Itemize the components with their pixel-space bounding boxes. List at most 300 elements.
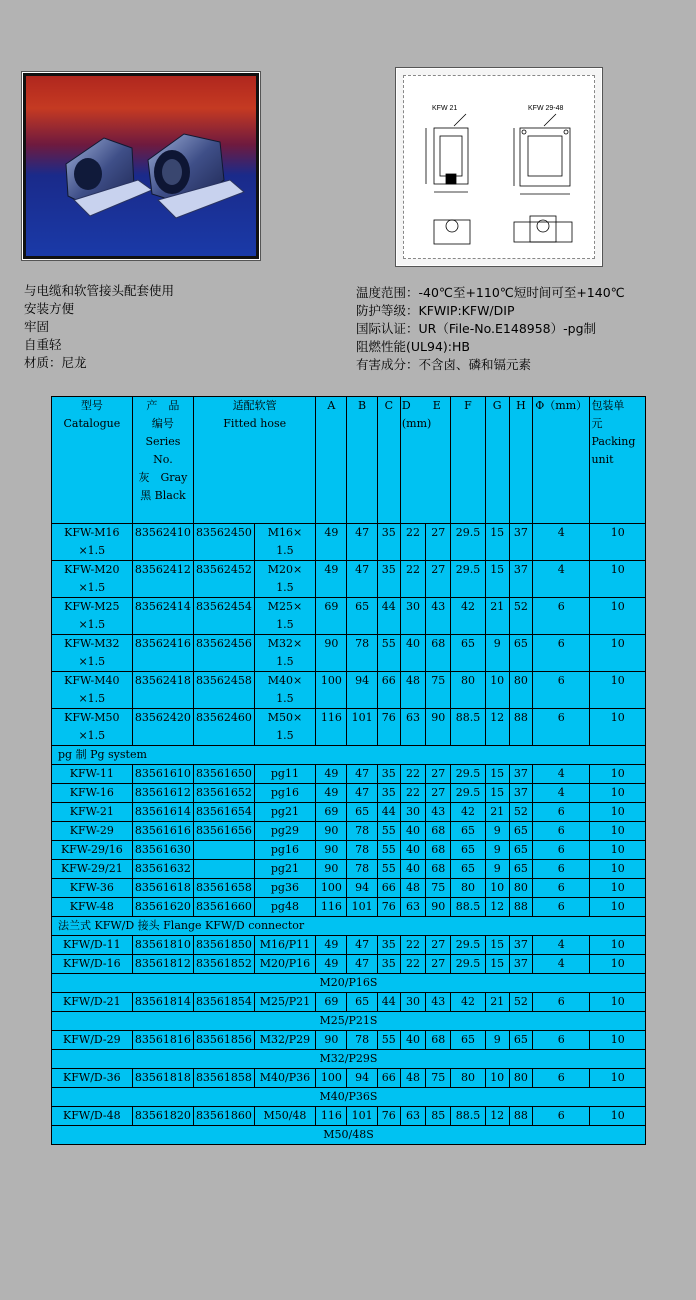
- cell-a: 116: [316, 898, 347, 917]
- header-b: B: [347, 397, 377, 524]
- table-note-row: [52, 1050, 646, 1069]
- cell-h: 52: [509, 803, 532, 822]
- cell-e: 27: [426, 524, 451, 561]
- cell-pack: 10: [590, 709, 646, 746]
- cell-h: 37: [509, 561, 532, 598]
- cell-f: 29.5: [451, 524, 485, 561]
- cell-hose: pg29: [254, 822, 316, 841]
- cell-b: 65: [347, 803, 377, 822]
- cell-phi: 6: [532, 803, 589, 822]
- feature-item: 牢固: [24, 319, 50, 334]
- header-de: D E (mm): [400, 397, 450, 524]
- cell-b: 101: [347, 1107, 377, 1126]
- cell-phi: 4: [532, 765, 589, 784]
- cell-s1: 83561818: [132, 1069, 194, 1088]
- cell-s2: [194, 860, 255, 879]
- cell-f: 80: [451, 1069, 485, 1088]
- cell-phi: 6: [532, 635, 589, 672]
- cell-b: 101: [347, 709, 377, 746]
- cell-h: 37: [509, 784, 532, 803]
- cell-c: 76: [377, 709, 400, 746]
- cell-a: 100: [316, 879, 347, 898]
- cell-cat: KFW-21: [52, 803, 133, 822]
- feature-item: 自重轻: [24, 337, 62, 352]
- cell-d: 22: [400, 955, 425, 974]
- cell-s1: 83561812: [132, 955, 194, 974]
- table-row: [52, 561, 646, 598]
- feature-item: 材质：尼龙: [24, 355, 87, 370]
- table-note-row: [52, 1126, 646, 1145]
- cell-hose: M25/P21: [254, 993, 316, 1012]
- table-row: [52, 841, 646, 860]
- cell-s2: 83561650: [194, 765, 255, 784]
- cell-s2: 83561854: [194, 993, 255, 1012]
- features-left: [24, 282, 174, 372]
- cell-a: 90: [316, 822, 347, 841]
- cell-pack: 10: [590, 993, 646, 1012]
- cell-phi: 6: [532, 598, 589, 635]
- cell-g: 12: [485, 1107, 509, 1126]
- cell-e: 68: [426, 635, 451, 672]
- cell-s2: 83562458: [194, 672, 255, 709]
- table-note-row: [52, 1012, 646, 1031]
- cell-c: 35: [377, 524, 400, 561]
- cell-h: 37: [509, 955, 532, 974]
- cell-c: 35: [377, 561, 400, 598]
- cell-g: 9: [485, 841, 509, 860]
- cell-hose: pg48: [254, 898, 316, 917]
- cell-b: 94: [347, 1069, 377, 1088]
- cell-g: 15: [485, 765, 509, 784]
- cell-d: 48: [400, 1069, 425, 1088]
- cell-s1: 83562418: [132, 672, 194, 709]
- cell-d: 40: [400, 635, 425, 672]
- cell-h: 65: [509, 635, 532, 672]
- cell-s1: 83561618: [132, 879, 194, 898]
- cell-s1: 83562414: [132, 598, 194, 635]
- cell-cat: KFW-29/16: [52, 841, 133, 860]
- cell-e: 27: [426, 765, 451, 784]
- cell-b: 47: [347, 936, 377, 955]
- cell-f: 42: [451, 803, 485, 822]
- cell-s1: 83561614: [132, 803, 194, 822]
- header-h: H: [509, 397, 532, 524]
- cell-d: 63: [400, 1107, 425, 1126]
- cell-g: 12: [485, 898, 509, 917]
- cell-cat: KFW/D-36: [52, 1069, 133, 1088]
- cell-pack: 10: [590, 765, 646, 784]
- cell-e: 75: [426, 879, 451, 898]
- cell-a: 100: [316, 1069, 347, 1088]
- feature-item: 与电缆和软管接头配套使用: [24, 283, 175, 298]
- cell-g: 12: [485, 709, 509, 746]
- cell-s2: 83561652: [194, 784, 255, 803]
- cell-a: 69: [316, 598, 347, 635]
- cell-phi: 6: [532, 1107, 589, 1126]
- cell-h: 52: [509, 598, 532, 635]
- cell-hose: pg21: [254, 860, 316, 879]
- cell-c: 35: [377, 765, 400, 784]
- cell-f: 80: [451, 672, 485, 709]
- cell-g: 9: [485, 860, 509, 879]
- cell-h: 88: [509, 1107, 532, 1126]
- cell-hose: pg16: [254, 784, 316, 803]
- cell-e: 90: [426, 898, 451, 917]
- table-row: [52, 784, 646, 803]
- cell-c: 66: [377, 879, 400, 898]
- table-row: [52, 635, 646, 672]
- cell-b: 94: [347, 672, 377, 709]
- cell-s1: 83561616: [132, 822, 194, 841]
- cell-cat: KFW-29: [52, 822, 133, 841]
- table-note-row: [52, 974, 646, 993]
- product-photo: [26, 76, 256, 256]
- cell-s1: 83561612: [132, 784, 194, 803]
- cell-b: 78: [347, 822, 377, 841]
- cell-s2: 83562450: [194, 524, 255, 561]
- cell-hose: pg36: [254, 879, 316, 898]
- cell-f: 65: [451, 860, 485, 879]
- cell-pack: 10: [590, 955, 646, 974]
- cell-h: 65: [509, 822, 532, 841]
- cell-b: 47: [347, 784, 377, 803]
- cell-f: 29.5: [451, 561, 485, 598]
- cell-g: 21: [485, 598, 509, 635]
- table-row: [52, 860, 646, 879]
- header-catalogue: 型号 Catalogue: [52, 397, 133, 524]
- cell-b: 47: [347, 561, 377, 598]
- cell-pack: 10: [590, 860, 646, 879]
- cell-d: 30: [400, 993, 425, 1012]
- cell-pack: 10: [590, 822, 646, 841]
- cell-s2: 83562452: [194, 561, 255, 598]
- cell-hose: pg16: [254, 841, 316, 860]
- cell-a: 49: [316, 784, 347, 803]
- cell-c: 76: [377, 898, 400, 917]
- cell-h: 65: [509, 841, 532, 860]
- cell-s1: 83561820: [132, 1107, 194, 1126]
- cell-cat: KFW-48: [52, 898, 133, 917]
- cell-f: 29.5: [451, 955, 485, 974]
- drawing-label-left: KFW 21: [432, 105, 458, 112]
- cell-a: 90: [316, 635, 347, 672]
- cell-f: 65: [451, 841, 485, 860]
- cell-d: 40: [400, 841, 425, 860]
- cell-pack: 10: [590, 635, 646, 672]
- cell-d: 63: [400, 709, 425, 746]
- cell-phi: 6: [532, 841, 589, 860]
- cell-c: 44: [377, 993, 400, 1012]
- hose-variant-note: M50/48S: [52, 1126, 646, 1145]
- cell-b: 78: [347, 860, 377, 879]
- cell-d: 48: [400, 672, 425, 709]
- cell-a: 90: [316, 860, 347, 879]
- cell-pack: 10: [590, 841, 646, 860]
- cell-f: 42: [451, 598, 485, 635]
- cell-cat: KFW/D-11: [52, 936, 133, 955]
- cell-phi: 6: [532, 1031, 589, 1050]
- cell-e: 75: [426, 672, 451, 709]
- cell-h: 65: [509, 1031, 532, 1050]
- spec-item: 温度范围：-40℃至+110℃短时间可至+140℃: [356, 285, 625, 300]
- cell-f: 65: [451, 1031, 485, 1050]
- cell-phi: 4: [532, 955, 589, 974]
- header-packing: 包装单 元 Packing unit: [590, 397, 646, 524]
- spec-item: 有害成分：不含卤、磷和镉元素: [356, 357, 532, 372]
- cell-a: 116: [316, 1107, 347, 1126]
- cell-c: 35: [377, 784, 400, 803]
- cell-c: 55: [377, 822, 400, 841]
- cell-phi: 6: [532, 860, 589, 879]
- cell-s1: 83562416: [132, 635, 194, 672]
- cell-phi: 4: [532, 524, 589, 561]
- cell-cat: KFW-11: [52, 765, 133, 784]
- cell-h: 65: [509, 860, 532, 879]
- cell-s1: 83562420: [132, 709, 194, 746]
- spec-item: 防护等级：KFWIP:KFW/DIP: [356, 303, 515, 318]
- header-fitted-hose: 适配软管 Fitted hose: [194, 397, 316, 524]
- cell-s2: 83561850: [194, 936, 255, 955]
- cell-e: 68: [426, 1031, 451, 1050]
- cell-b: 78: [347, 635, 377, 672]
- cell-c: 55: [377, 860, 400, 879]
- cell-b: 65: [347, 598, 377, 635]
- cell-h: 37: [509, 524, 532, 561]
- cell-g: 15: [485, 524, 509, 561]
- cell-c: 55: [377, 1031, 400, 1050]
- features-right: [356, 284, 625, 374]
- hose-variant-note: M32/P29S: [52, 1050, 646, 1069]
- cell-pack: 10: [590, 672, 646, 709]
- cell-phi: 6: [532, 709, 589, 746]
- cell-a: 90: [316, 1031, 347, 1050]
- cell-hose: M16/P11: [254, 936, 316, 955]
- cell-b: 78: [347, 841, 377, 860]
- cell-h: 37: [509, 765, 532, 784]
- cell-hose: M40× 1.5: [254, 672, 316, 709]
- cable-gland-bracket-icon: [26, 76, 256, 256]
- cell-phi: 6: [532, 822, 589, 841]
- cell-c: 76: [377, 1107, 400, 1126]
- cell-hose: M20/P16: [254, 955, 316, 974]
- cell-a: 49: [316, 936, 347, 955]
- cell-phi: 6: [532, 672, 589, 709]
- table-row: [52, 822, 646, 841]
- cell-e: 68: [426, 860, 451, 879]
- cell-c: 35: [377, 955, 400, 974]
- cell-a: 116: [316, 709, 347, 746]
- cell-f: 88.5: [451, 709, 485, 746]
- table-row: [52, 1069, 646, 1088]
- cell-b: 65: [347, 993, 377, 1012]
- cell-c: 66: [377, 672, 400, 709]
- table-row: [52, 1031, 646, 1050]
- cell-pack: 10: [590, 1031, 646, 1050]
- cell-hose: M50× 1.5: [254, 709, 316, 746]
- cell-d: 40: [400, 1031, 425, 1050]
- cell-g: 10: [485, 672, 509, 709]
- cell-f: 42: [451, 993, 485, 1012]
- cell-hose: pg21: [254, 803, 316, 822]
- cell-d: 40: [400, 860, 425, 879]
- cell-phi: 4: [532, 936, 589, 955]
- technical-drawing-frame: [396, 68, 602, 266]
- cell-s2: 83561856: [194, 1031, 255, 1050]
- table-row: [52, 672, 646, 709]
- cell-cat: KFW-M40 ×1.5: [52, 672, 133, 709]
- table-row: [52, 765, 646, 784]
- cell-d: 22: [400, 936, 425, 955]
- cell-s1: 83561814: [132, 993, 194, 1012]
- cell-s2: 83562454: [194, 598, 255, 635]
- header-f: F: [451, 397, 485, 524]
- cell-b: 94: [347, 879, 377, 898]
- cell-f: 29.5: [451, 784, 485, 803]
- cell-e: 68: [426, 822, 451, 841]
- table-row: [52, 598, 646, 635]
- cell-hose: M32× 1.5: [254, 635, 316, 672]
- spec-table: [51, 396, 646, 1145]
- table-note-row: [52, 1088, 646, 1107]
- cell-phi: 6: [532, 879, 589, 898]
- cell-cat: KFW-36: [52, 879, 133, 898]
- cell-s2: 83561858: [194, 1069, 255, 1088]
- cell-cat: KFW-16: [52, 784, 133, 803]
- cell-pack: 10: [590, 879, 646, 898]
- cell-g: 15: [485, 955, 509, 974]
- cell-s2: 83561658: [194, 879, 255, 898]
- cell-a: 69: [316, 993, 347, 1012]
- cell-s1: 83561630: [132, 841, 194, 860]
- cell-pack: 10: [590, 561, 646, 598]
- cell-s2: 83562456: [194, 635, 255, 672]
- cell-g: 9: [485, 635, 509, 672]
- spec-item: 国际认证：UR（File-No.E148958）-pg制: [356, 321, 597, 336]
- cell-s2: [194, 841, 255, 860]
- cell-f: 65: [451, 635, 485, 672]
- cell-phi: 6: [532, 1069, 589, 1088]
- cell-d: 30: [400, 598, 425, 635]
- cell-e: 43: [426, 803, 451, 822]
- cell-h: 80: [509, 672, 532, 709]
- cell-hose: M50/48: [254, 1107, 316, 1126]
- table-row: [52, 898, 646, 917]
- cell-phi: 6: [532, 898, 589, 917]
- cell-cat: KFW/D-21: [52, 993, 133, 1012]
- header-phi: Φ（mm）: [532, 397, 589, 524]
- cell-s1: 83562412: [132, 561, 194, 598]
- pg-section-row: [52, 746, 646, 765]
- cell-h: 88: [509, 709, 532, 746]
- cell-b: 101: [347, 898, 377, 917]
- cell-phi: 4: [532, 784, 589, 803]
- cell-s2: 83562460: [194, 709, 255, 746]
- dimension-drawing-icon: [404, 76, 594, 258]
- cell-s2: 83561852: [194, 955, 255, 974]
- cell-b: 47: [347, 765, 377, 784]
- cell-s2: 83561654: [194, 803, 255, 822]
- cell-f: 88.5: [451, 1107, 485, 1126]
- cell-g: 15: [485, 936, 509, 955]
- cell-cat: KFW/D-16: [52, 955, 133, 974]
- cell-a: 100: [316, 672, 347, 709]
- cell-phi: 4: [532, 561, 589, 598]
- cell-cat: KFW/D-29: [52, 1031, 133, 1050]
- header-g: G: [485, 397, 509, 524]
- cell-s1: 83561810: [132, 936, 194, 955]
- cell-e: 27: [426, 936, 451, 955]
- cell-b: 47: [347, 524, 377, 561]
- cell-g: 15: [485, 561, 509, 598]
- cell-c: 44: [377, 598, 400, 635]
- cell-s1: 83561632: [132, 860, 194, 879]
- cell-cat: KFW-M25 ×1.5: [52, 598, 133, 635]
- cell-hose: M16× 1.5: [254, 524, 316, 561]
- cell-pack: 10: [590, 784, 646, 803]
- cell-d: 22: [400, 765, 425, 784]
- cell-pack: 10: [590, 898, 646, 917]
- cell-cat: KFW-M32 ×1.5: [52, 635, 133, 672]
- cell-e: 85: [426, 1107, 451, 1126]
- pg-section-row-label: pg 制 Pg system: [52, 746, 646, 765]
- header-c: C: [377, 397, 400, 524]
- table-row: [52, 803, 646, 822]
- cell-a: 69: [316, 803, 347, 822]
- cell-s1: 83562410: [132, 524, 194, 561]
- cell-d: 22: [400, 784, 425, 803]
- cell-a: 49: [316, 765, 347, 784]
- cell-f: 29.5: [451, 765, 485, 784]
- cell-c: 44: [377, 803, 400, 822]
- cell-pack: 10: [590, 1069, 646, 1088]
- cell-s1: 83561620: [132, 898, 194, 917]
- technical-drawing: [403, 75, 595, 259]
- cell-e: 75: [426, 1069, 451, 1088]
- drawing-label-right: KFW 29-48: [528, 105, 564, 112]
- cell-g: 9: [485, 1031, 509, 1050]
- cell-b: 47: [347, 955, 377, 974]
- cell-e: 43: [426, 993, 451, 1012]
- cell-g: 21: [485, 803, 509, 822]
- cell-c: 66: [377, 1069, 400, 1088]
- cell-cat: KFW-M20 ×1.5: [52, 561, 133, 598]
- cell-s1: 83561816: [132, 1031, 194, 1050]
- cell-c: 55: [377, 635, 400, 672]
- cell-cat: KFW-M16 ×1.5: [52, 524, 133, 561]
- cell-e: 90: [426, 709, 451, 746]
- cell-f: 29.5: [451, 936, 485, 955]
- cell-h: 37: [509, 936, 532, 955]
- cell-g: 9: [485, 822, 509, 841]
- cell-e: 68: [426, 841, 451, 860]
- cell-a: 90: [316, 841, 347, 860]
- cell-d: 30: [400, 803, 425, 822]
- cell-cat: KFW/D-48: [52, 1107, 133, 1126]
- cell-a: 49: [316, 524, 347, 561]
- cell-pack: 10: [590, 598, 646, 635]
- cell-pack: 10: [590, 936, 646, 955]
- cell-s2: 83561660: [194, 898, 255, 917]
- cell-d: 40: [400, 822, 425, 841]
- cell-hose: M20× 1.5: [254, 561, 316, 598]
- table-row: [52, 1107, 646, 1126]
- cell-hose: M40/P36: [254, 1069, 316, 1088]
- table-row: [52, 955, 646, 974]
- cell-hose: M32/P29: [254, 1031, 316, 1050]
- table-row: [52, 879, 646, 898]
- header-series: 产 品 编号 Series No. 灰 Gray 黑 Black: [132, 397, 194, 524]
- cell-pack: 10: [590, 524, 646, 561]
